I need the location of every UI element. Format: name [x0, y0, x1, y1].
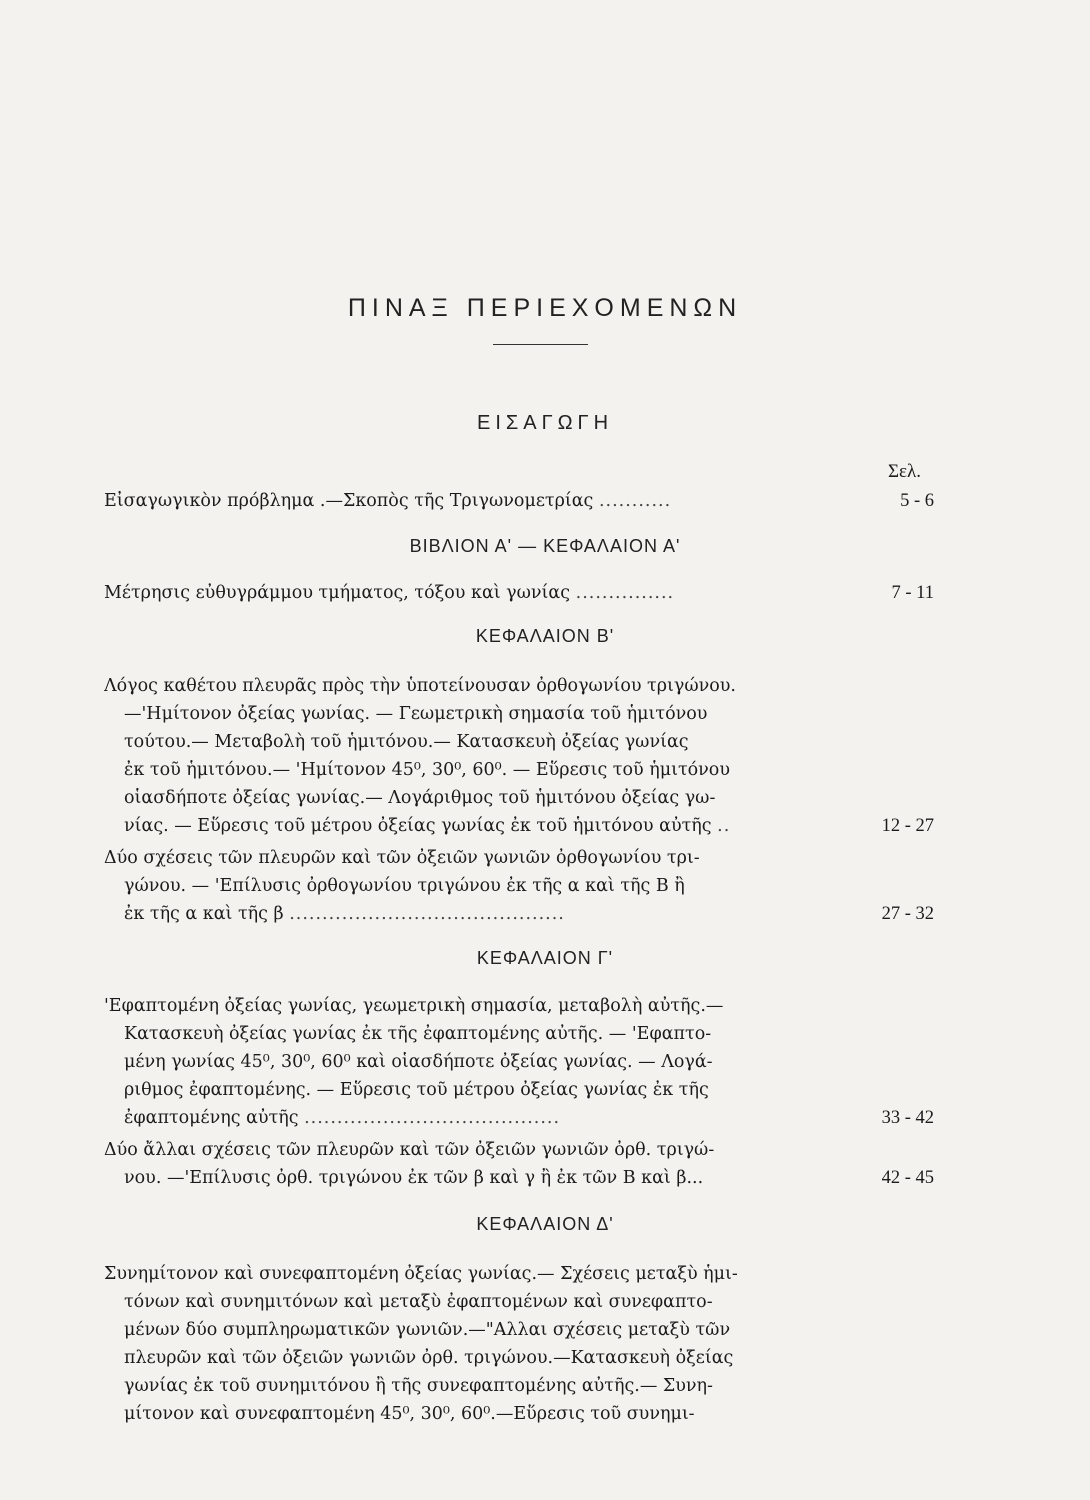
- chapter-b-heading: ΚΕΦΑΛΑΙΟΝ Β': [475, 626, 615, 646]
- toc-entry-line: Συνημίτονον καὶ συνεφαπτομένη ὀξείας γωνίας.— Σχέσεις μεταξὺ ἡμι-: [104, 1264, 738, 1284]
- dot-leader: ...........: [598, 491, 672, 511]
- toc-page-number: 27 - 32: [881, 904, 934, 924]
- toc-entry-line: [104, 812, 804, 840]
- toc-entry-chapter-g-1: [104, 992, 804, 1132]
- title-underline: [493, 344, 588, 345]
- toc-entry-line: πλευρῶν καὶ τῶν ὀξειῶν γωνιῶν ὀρθ. τριγώνου.—Κατασκευὴ ὀξείας: [124, 1348, 734, 1368]
- chapter-g-heading: ΚΕΦΑΛΑΙΟΝ Γ': [476, 948, 614, 968]
- toc-entry-line: [104, 487, 804, 515]
- toc-entry-intro: [104, 487, 804, 515]
- toc-entry-line: [104, 1104, 804, 1132]
- page-column-label: Σελ.: [888, 461, 921, 482]
- toc-entry-line: Δύο σχέσεις τῶν πλευρῶν καὶ τῶν ὀξειῶν γωνιῶν ὀρθογωνίου τρι-: [104, 848, 700, 868]
- toc-entry-chapter-d-1: [104, 1260, 804, 1428]
- toc-page-number: 33 - 42: [881, 1108, 934, 1128]
- dot-leader: .......................................: [304, 1108, 561, 1128]
- toc-entry-chapter-a: [104, 579, 804, 607]
- dot-leader: ...............: [575, 583, 675, 603]
- toc-entry-text: Εἰσαγωγικὸν πρόβλημα .—Σκοπὸς τῆς Τριγωνομετρίας: [104, 491, 594, 511]
- toc-page-number: 42 - 45: [881, 1168, 934, 1188]
- toc-entry-text: Μέτρησις εὐθυγράμμου τμήματος, τόξου καὶ γωνίας: [104, 583, 571, 603]
- dot-leader: ..........................................: [289, 904, 565, 924]
- toc-entry-line: οἱασδήποτε ὀξείας γωνίας.— Λογάριθμος τοῦ ἡμιτόνου ὀξείας γω-: [124, 788, 716, 808]
- toc-page-number: 5 - 6: [900, 491, 934, 511]
- toc-entry-chapter-g-2: [104, 1136, 804, 1192]
- toc-entry-line: ἐκ τοῦ ἡμιτόνου.— 'Ημίτονον 45⁰, 30⁰, 60⁰. — Εὕρεσις τοῦ ἡμιτόνου: [124, 760, 730, 780]
- toc-entry-line: γωνίας ἐκ τοῦ συνημιτόνου ἢ τῆς συνεφαπτομένης αὐτῆς.— Συνη-: [124, 1376, 713, 1396]
- toc-entry-line: μίτονον καὶ συνεφαπτομένη 45⁰, 30⁰, 60⁰.—Εὕρεσις τοῦ συνημι-: [124, 1404, 695, 1424]
- toc-entry-text: νίας. — Εὕρεσις τοῦ μέτρου ὀξείας γωνίας ἐκ τοῦ ἡμιτόνου αὐτῆς: [124, 816, 712, 836]
- intro-heading: ΕΙΣΑΓΩΓΗ: [476, 412, 614, 434]
- page-title: ΠΙΝΑΞ ΠΕΡΙΕΧΟΜΕΝΩΝ: [347, 294, 743, 322]
- toc-entry-line: 'Εφαπτομένη ὀξείας γωνίας, γεωμετρικὴ σημασία, μεταβολὴ αὐτῆς.—: [104, 996, 724, 1016]
- toc-entry-line: Κατασκευὴ ὀξείας γωνίας ἐκ τῆς ἐφαπτομένης αὐτῆς. — 'Εφαπτο-: [124, 1024, 712, 1044]
- toc-entry-line: γώνου. — 'Επίλυσις ὀρθογωνίου τριγώνου ἐκ τῆς α καὶ τῆς Β ἢ: [124, 876, 685, 896]
- toc-entry-chapter-b-1: [104, 672, 804, 840]
- toc-entry-chapter-b-2: [104, 844, 804, 928]
- toc-entry-line: τούτου.— Μεταβολὴ τοῦ ἡμιτόνου.— Κατασκευὴ ὀξείας γωνίας: [124, 732, 689, 752]
- toc-entry-text: ἐκ τῆς α καὶ τῆς β: [124, 904, 284, 924]
- toc-entry-line: Λόγος καθέτου πλευρᾶς πρὸς τὴν ὑποτείνουσαν ὀρθογωνίου τριγώνου.: [104, 676, 736, 696]
- dot-leader: ..: [717, 816, 731, 836]
- toc-entry-line: τόνων καὶ συνημιτόνων καὶ μεταξὺ ἐφαπτομένων καὶ συνεφαπτο-: [124, 1292, 713, 1312]
- toc-entry-line: ριθμος ἐφαπτομένης. — Εὕρεσις τοῦ μέτρου ὀξείας γωνίας ἐκ τῆς: [124, 1080, 709, 1100]
- toc-entry-line: Δύο ἄλλαι σχέσεις τῶν πλευρῶν καὶ τῶν ὀξειῶν γωνιῶν ὀρθ. τριγώ-: [104, 1140, 715, 1160]
- chapter-d-heading: ΚΕΦΑΛΑΙΟΝ Δ': [476, 1214, 614, 1234]
- toc-entry-line: —'Ημίτονον ὀξείας γωνίας. — Γεωμετρικὴ σημασία τοῦ ἡμιτόνου: [124, 704, 708, 724]
- toc-entry-line: μένων δύο συμπληρωματικῶν γωνιῶν.—"Αλλαι σχέσεις μεταξὺ τῶν: [124, 1320, 731, 1340]
- toc-page-number: 12 - 27: [881, 816, 934, 836]
- toc-entry-line: [104, 579, 804, 607]
- toc-page-number: 7 - 11: [891, 583, 934, 603]
- book-heading: ΒΙΒΛΙΟΝ Α' — ΚΕΦΑΛΑΙΟΝ Α': [409, 536, 681, 556]
- toc-entry-line: [104, 900, 804, 928]
- toc-entry-line: μένη γωνίας 45⁰, 30⁰, 60⁰ καὶ οἱασδήποτε ὀξείας γωνίας. — Λογά-: [124, 1052, 713, 1072]
- toc-entry-line: νου. —'Επίλυσις ὀρθ. τριγώνου ἐκ τῶν β καὶ γ ἢ ἐκ τῶν Β καὶ β...: [124, 1168, 704, 1188]
- toc-entry-text: ἐφαπτομένης αὐτῆς: [124, 1108, 299, 1128]
